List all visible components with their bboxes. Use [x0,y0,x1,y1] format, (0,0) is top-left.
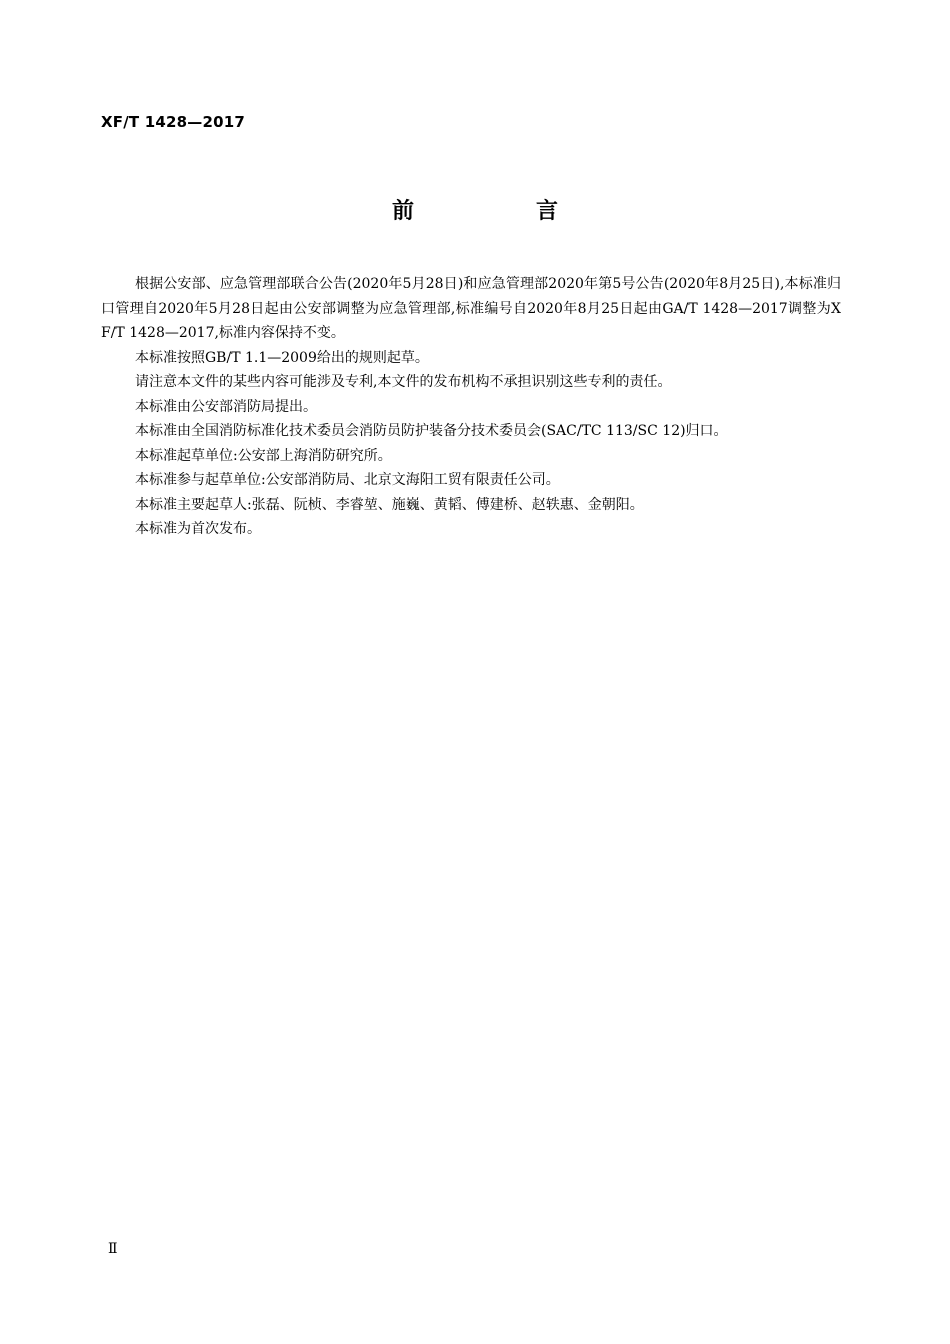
paragraph-main-drafters: 本标准主要起草人:张磊、阮桢、李睿堃、施巍、黄韬、傅建桥、赵轶惠、金朝阳。 [135,496,644,513]
page-number: Ⅱ [108,1241,118,1257]
paragraph-drafting-unit: 本标准起草单位:公安部上海消防研究所。 [135,447,392,464]
paragraph-patent-notice: 请注意本文件的某些内容可能涉及专利,本文件的发布机构不承担识别这些专利的责任。 [135,374,672,390]
paragraph-proposed-by: 本标准由公安部消防局提出。 [135,398,317,415]
paragraph-announcement: 根据公安部、应急管理部联合公告(2020年5月28日)和应急管理部2020年第5号公告(2020年8月25日),本标准归口管理自2020年5月28日起由公安部调整为应急管理部,标准编号自2020年8月25日起由GA/T 1428—2017调整为XF/T 1428—2017,标准内容保持不变。 [101,276,841,341]
paragraph-first-release: 本标准为首次发布。 [135,521,261,537]
paragraph-drafting-rules: 本标准按照GB/T 1.1—2009给出的规则起草。 [135,349,429,366]
foreword-body [101,272,841,542]
standard-code: XF/T 1428—2017 [101,113,246,131]
page-title: 前 言 [391,199,608,224]
paragraph-participating-units: 本标准参与起草单位:公安部消防局、北京文海阳工贸有限责任公司。 [135,472,560,488]
paragraph-administered-by: 本标准由全国消防标准化技术委员会消防员防护装备分技术委员会(SAC/TC 113/SC 12)归口。 [135,423,728,439]
